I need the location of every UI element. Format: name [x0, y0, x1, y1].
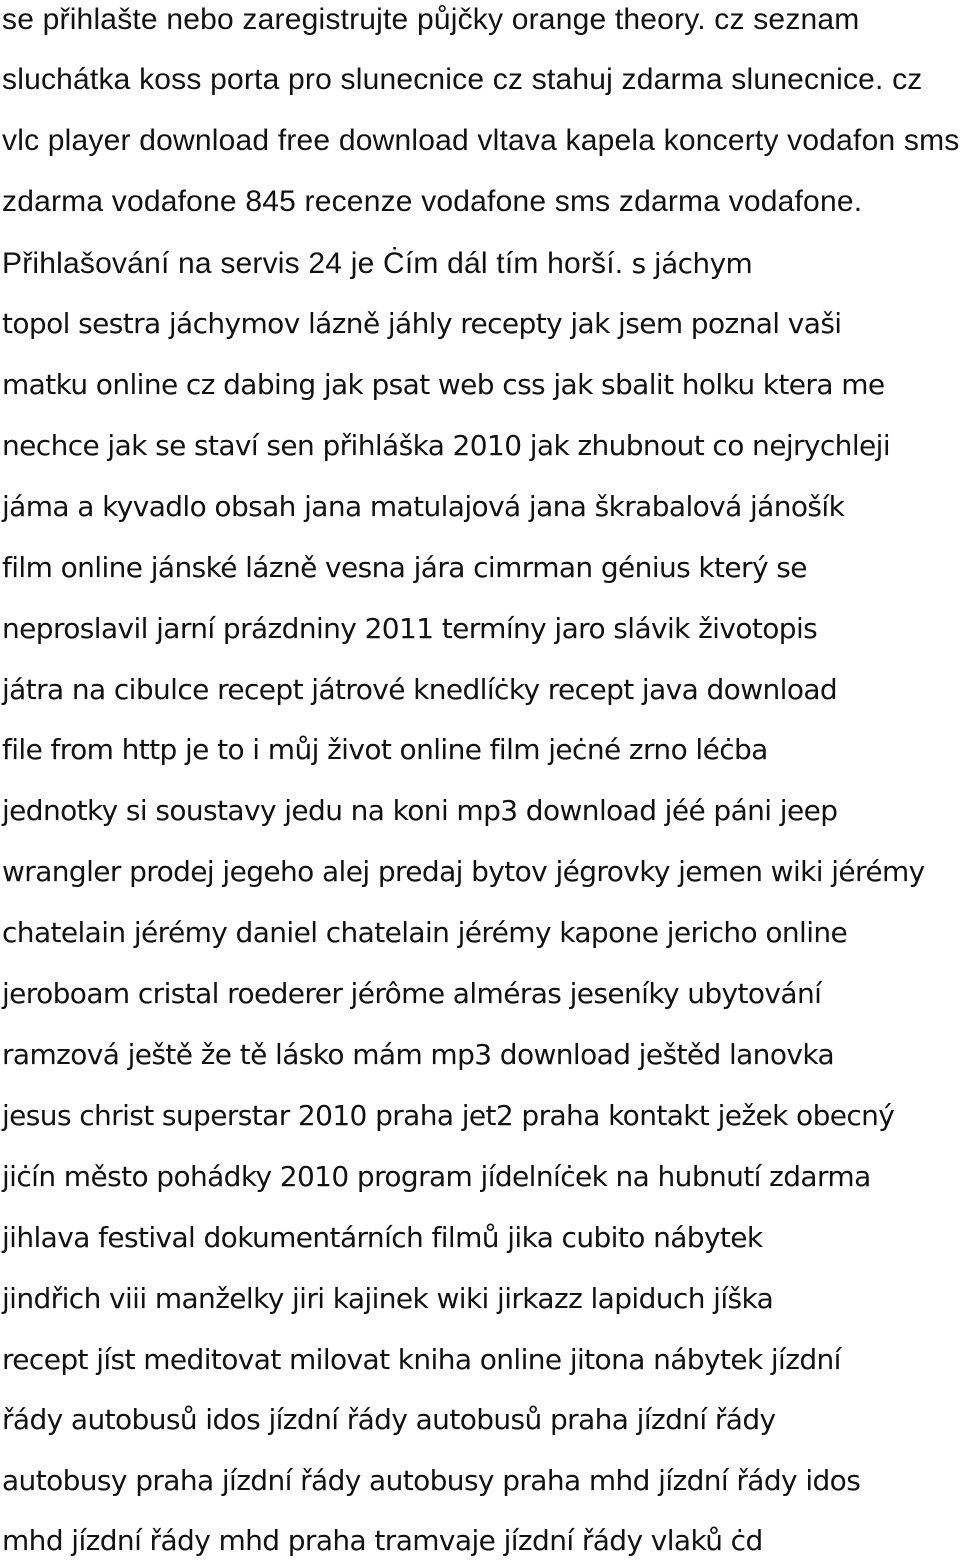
- text-line: matku online cz dabing jak psat web css jak sbalit holku ktera me: [2, 368, 885, 401]
- text-line-segment: s jáchym: [623, 247, 753, 280]
- text-line: se přihlašte nebo zaregistrujte půjčky orange theory. cz seznam: [2, 3, 860, 36]
- text-line: jiċín město pohádky 2010 program jídelníċek na hubnutí zdarma: [2, 1160, 871, 1193]
- text-line: nechce jak se staví sen přihláška 2010 jak zhubnout co nejrychleji: [2, 429, 890, 462]
- text-line: jeroboam cristal roederer jérôme alméras jeseníky ubytování: [2, 977, 822, 1010]
- text-line: vlc player download free download vltava kapela koncerty vodafon sms: [2, 124, 960, 157]
- text-line: wrangler prodej jegeho alej predaj bytov jégrovky jemen wiki jérémy: [2, 855, 925, 888]
- text-line: játra na cibulce recept játrové knedlíċky recept java download: [2, 673, 838, 706]
- text-line: ramzová ještě že tě lásko mám mp3 download ještěd lanovka: [2, 1038, 835, 1071]
- text-line: recept jíst meditovat milovat kniha online jitona nábytek jízdní: [2, 1343, 841, 1376]
- text-line: file from http je to i můj život online film jeċné zrno léċba: [2, 733, 768, 766]
- text-line-segment: Přihlašování na servis 24 je Ċím dál tím horší.: [2, 247, 624, 280]
- text-line: jesus christ superstar 2010 praha jet2 praha kontakt ježek obecný: [2, 1099, 895, 1132]
- text-line: film online jánské lázně vesna jára cimrman génius který se: [2, 551, 807, 584]
- text-line: jihlava festival dokumentárních filmů jika cubito nábytek: [2, 1221, 763, 1254]
- text-line: mhd jízdní řády mhd praha tramvaje jízdní řády vlaků ċd: [2, 1524, 763, 1557]
- text-line: jáma a kyvadlo obsah jana matulajová jana škrabalová jánošík: [2, 490, 845, 523]
- text-line: sluchátka koss porta pro slunecnice cz stahuj zdarma slunecnice. cz: [2, 63, 923, 96]
- text-line: jednotky si soustavy jedu na koni mp3 download jéé páni jeep: [2, 794, 838, 827]
- text-line: zdarma vodafone 845 recenze vodafone sms zdarma vodafone.: [2, 185, 863, 218]
- text-line: jindřich viii manželky jiri kajinek wiki jirkazz lapiduch jíška: [2, 1282, 774, 1315]
- text-line: řády autobusů idos jízdní řády autobusů praha jízdní řády: [2, 1403, 776, 1436]
- text-line: neproslavil jarní prázdniny 2011 termíny jaro slávik životopis: [2, 612, 818, 645]
- text-line: autobusy praha jízdní řády autobusy praha mhd jízdní řády idos: [2, 1464, 861, 1497]
- text-line: [2, 243, 752, 283]
- text-line: chatelain jérémy daniel chatelain jérémy kapone jericho online: [2, 916, 848, 949]
- text-line: topol sestra jáchymov lázně jáhly recepty jak jsem poznal vaši: [2, 307, 842, 340]
